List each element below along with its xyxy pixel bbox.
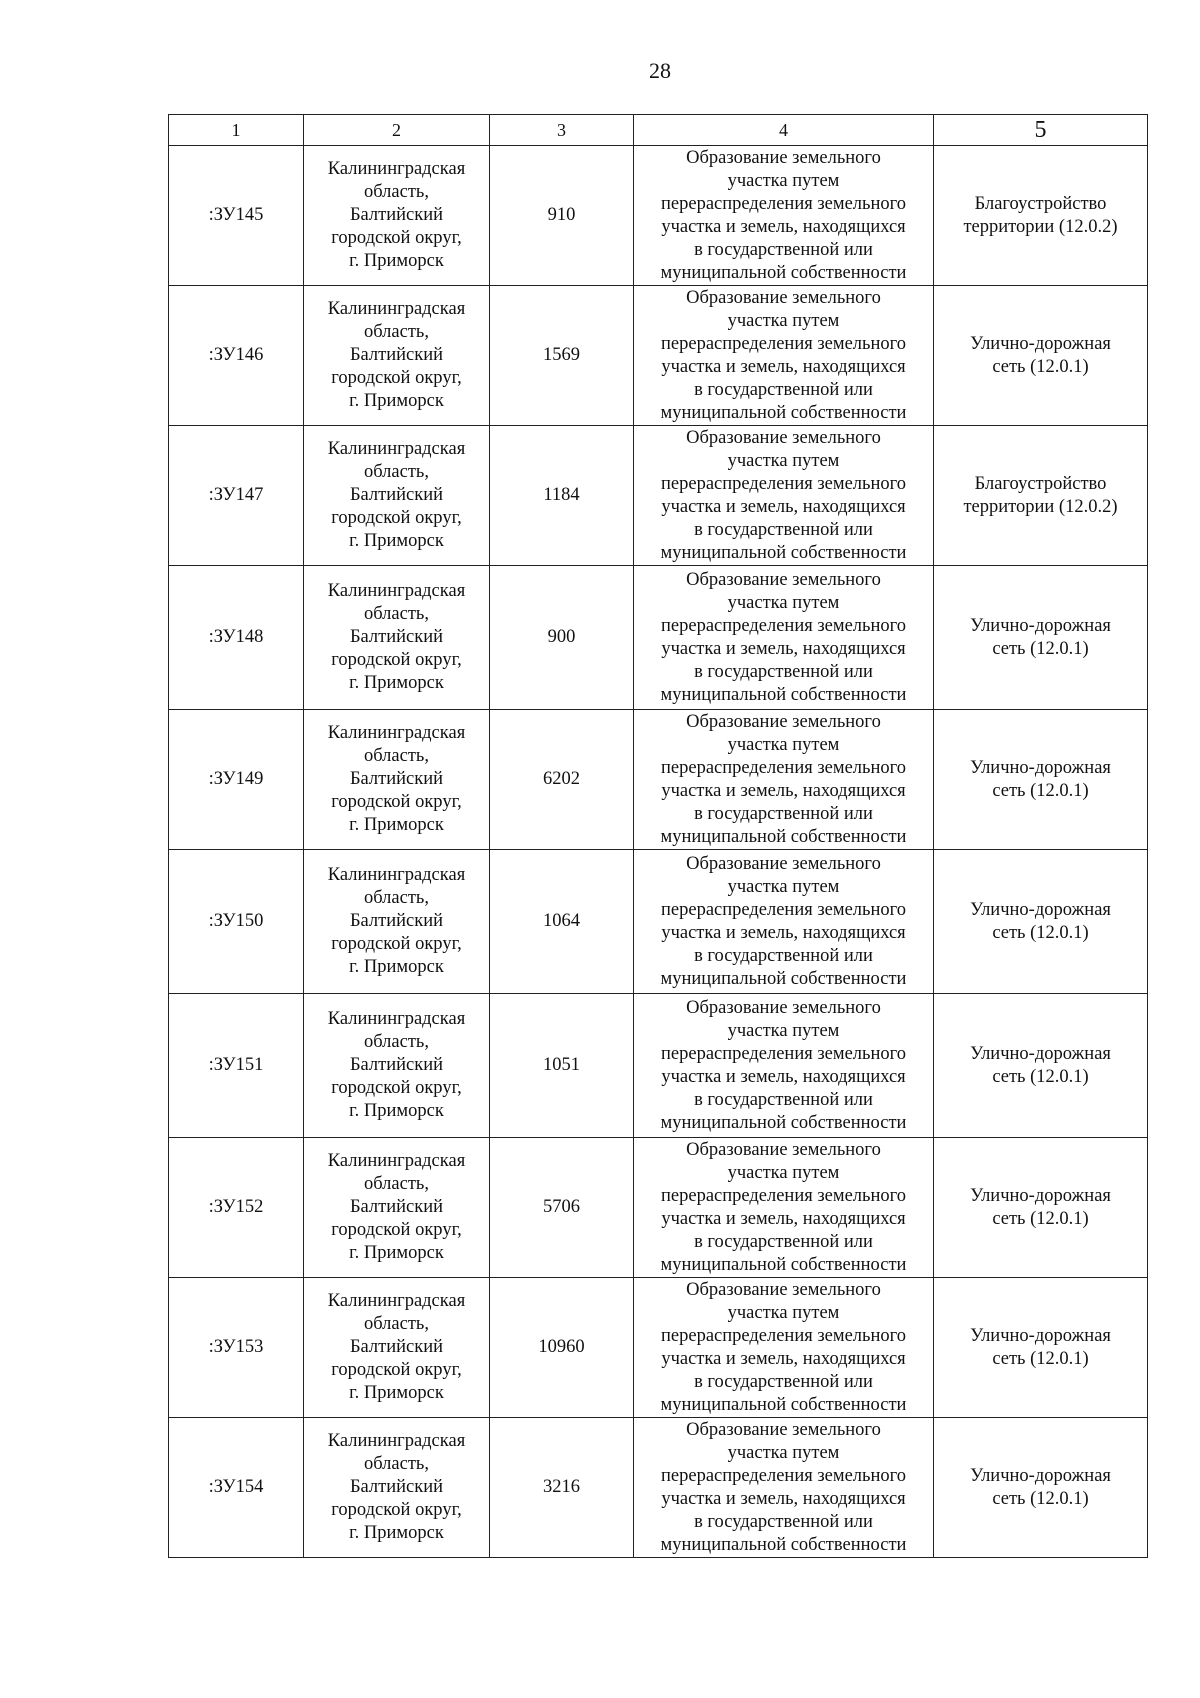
table-body: [169, 146, 1148, 1558]
formation-method-cell: Образование земельного участка путем перераспределения земельного участка и земель, находящихся в государственной или муниципальной собственности: [634, 850, 934, 994]
address-cell: Калининградская область, Балтийский городской округ, г. Приморск: [304, 1138, 490, 1278]
table-row: [169, 286, 1148, 426]
table-row: [169, 566, 1148, 710]
table-row: [169, 426, 1148, 566]
formation-method-cell: Образование земельного участка путем перераспределения земельного участка и земель, находящихся в государственной или муниципальной собственности: [634, 710, 934, 850]
table-row: [169, 1278, 1148, 1418]
plot-id-cell: :ЗУ152: [169, 1138, 304, 1278]
table-row: [169, 850, 1148, 994]
address-cell: Калининградская область, Балтийский городской округ, г. Приморск: [304, 994, 490, 1138]
formation-method-cell: Образование земельного участка путем перераспределения земельного участка и земель, находящихся в государственной или муниципальной собственности: [634, 1278, 934, 1418]
plot-id-cell: :ЗУ150: [169, 850, 304, 994]
column-header-5: 5: [934, 115, 1148, 146]
area-cell: 6202: [490, 710, 634, 850]
address-cell: Калининградская область, Балтийский городской округ, г. Приморск: [304, 146, 490, 286]
table-row: [169, 710, 1148, 850]
permitted-use-cell: Улично-дорожная сеть (12.0.1): [934, 1278, 1148, 1418]
table-row: [169, 146, 1148, 286]
plot-id-cell: :ЗУ154: [169, 1418, 304, 1558]
table-row: [169, 1418, 1148, 1558]
address-cell: Калининградская область, Балтийский городской округ, г. Приморск: [304, 286, 490, 426]
plot-id-cell: :ЗУ151: [169, 994, 304, 1138]
area-cell: 1064: [490, 850, 634, 994]
address-cell: Калининградская область, Балтийский городской округ, г. Приморск: [304, 566, 490, 710]
area-cell: 1569: [490, 286, 634, 426]
permitted-use-cell: Улично-дорожная сеть (12.0.1): [934, 850, 1148, 994]
plot-id-cell: :ЗУ149: [169, 710, 304, 850]
area-cell: 910: [490, 146, 634, 286]
address-cell: Калининградская область, Балтийский городской округ, г. Приморск: [304, 710, 490, 850]
column-header-3: 3: [490, 115, 634, 146]
permitted-use-cell: Благоустройство территории (12.0.2): [934, 426, 1148, 566]
area-cell: 1184: [490, 426, 634, 566]
area-cell: 10960: [490, 1278, 634, 1418]
area-cell: 1051: [490, 994, 634, 1138]
area-cell: 900: [490, 566, 634, 710]
formation-method-cell: Образование земельного участка путем перераспределения земельного участка и земель, находящихся в государственной или муниципальной собственности: [634, 566, 934, 710]
plot-id-cell: :ЗУ153: [169, 1278, 304, 1418]
page-number: 28: [649, 58, 671, 83]
column-header-4: 4: [634, 115, 934, 146]
formation-method-cell: Образование земельного участка путем перераспределения земельного участка и земель, находящихся в государственной или муниципальной собственности: [634, 286, 934, 426]
permitted-use-cell: Улично-дорожная сеть (12.0.1): [934, 710, 1148, 850]
area-cell: 3216: [490, 1418, 634, 1558]
formation-method-cell: Образование земельного участка путем перераспределения земельного участка и земель, находящихся в государственной или муниципальной собственности: [634, 146, 934, 286]
address-cell: Калининградская область, Балтийский городской округ, г. Приморск: [304, 426, 490, 566]
address-cell: Калининградская область, Балтийский городской округ, г. Приморск: [304, 1278, 490, 1418]
plot-id-cell: :ЗУ146: [169, 286, 304, 426]
column-header-1: 1: [169, 115, 304, 146]
plot-id-cell: :ЗУ145: [169, 146, 304, 286]
formation-method-cell: Образование земельного участка путем перераспределения земельного участка и земель, находящихся в государственной или муниципальной собственности: [634, 1138, 934, 1278]
permitted-use-cell: Улично-дорожная сеть (12.0.1): [934, 1138, 1148, 1278]
land-plots-table: [168, 114, 1148, 1558]
permitted-use-cell: Улично-дорожная сеть (12.0.1): [934, 286, 1148, 426]
address-cell: Калининградская область, Балтийский городской округ, г. Приморск: [304, 1418, 490, 1558]
formation-method-cell: Образование земельного участка путем перераспределения земельного участка и земель, находящихся в государственной или муниципальной собственности: [634, 994, 934, 1138]
plot-id-cell: :ЗУ147: [169, 426, 304, 566]
plot-id-cell: :ЗУ148: [169, 566, 304, 710]
permitted-use-cell: Улично-дорожная сеть (12.0.1): [934, 1418, 1148, 1558]
permitted-use-cell: Улично-дорожная сеть (12.0.1): [934, 566, 1148, 710]
formation-method-cell: Образование земельного участка путем перераспределения земельного участка и земель, находящихся в государственной или муниципальной собственности: [634, 426, 934, 566]
table-header-row: [169, 115, 1148, 146]
permitted-use-cell: Благоустройство территории (12.0.2): [934, 146, 1148, 286]
permitted-use-cell: Улично-дорожная сеть (12.0.1): [934, 994, 1148, 1138]
table-row: [169, 994, 1148, 1138]
table-row: [169, 1138, 1148, 1278]
area-cell: 5706: [490, 1138, 634, 1278]
formation-method-cell: Образование земельного участка путем перераспределения земельного участка и земель, находящихся в государственной или муниципальной собственности: [634, 1418, 934, 1558]
column-header-2: 2: [304, 115, 490, 146]
address-cell: Калининградская область, Балтийский городской округ, г. Приморск: [304, 850, 490, 994]
